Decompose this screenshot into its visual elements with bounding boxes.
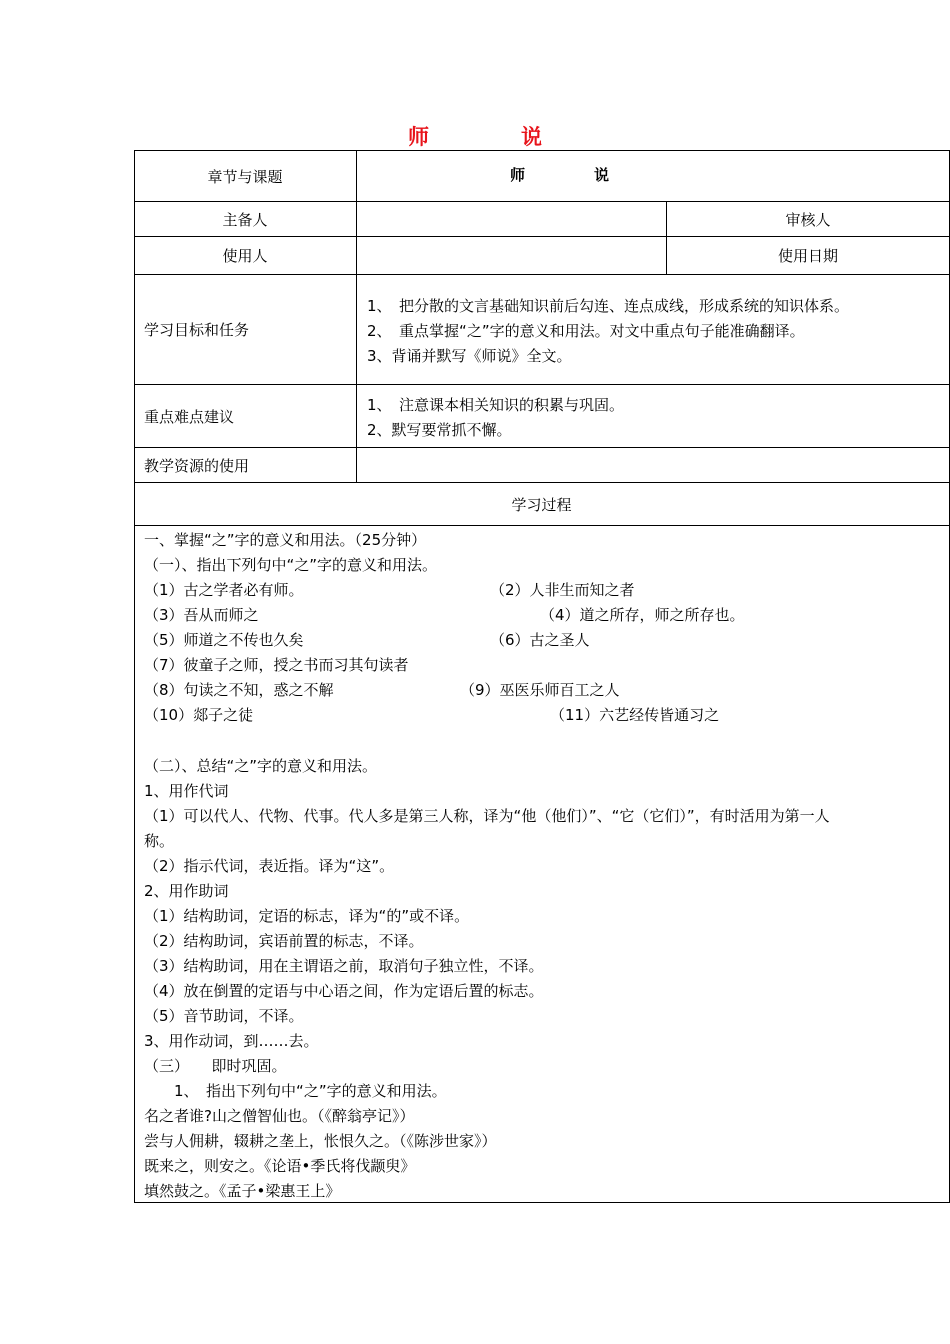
column-divider <box>356 150 357 482</box>
reviewer-label: 审核人 <box>785 210 831 229</box>
section-2-heading: （二）、总结“之”字的意义和用法。 <box>144 757 378 775</box>
section-1-subheading: （一）、指出下列句中“之”字的意义和用法。 <box>144 556 438 574</box>
auxiliary-heading: 2、用作助词 <box>144 882 229 900</box>
sentence-item: （4）道之所存，师之所存也。 <box>540 606 745 624</box>
user-label: 使用人 <box>222 247 268 265</box>
example-sentence: 填然鼓之。《孟子•梁惠王上》 <box>144 1182 341 1200</box>
auxiliary-item: （3）结构助词，用在主谓语之前，取消句子独立性，不译。 <box>144 957 544 975</box>
pronoun-item-1-continued: 称。 <box>144 832 175 850</box>
title-char-2: 说 <box>521 125 542 149</box>
goal-item: 2、 重点掌握“之”字的意义和用法。对文中重点句子能准确翻译。 <box>367 322 805 340</box>
sentence-item: （11）六艺经传皆通习之 <box>550 706 720 724</box>
row-divider <box>134 525 950 526</box>
verb-usage: 3、用作动词，到……去。 <box>144 1032 319 1050</box>
document-title <box>408 122 548 152</box>
sentence-item: （1）古之学者必有师。 <box>144 581 304 599</box>
sentence-item: （2）人非生而知之者 <box>490 581 635 599</box>
date-label: 使用日期 <box>777 247 838 265</box>
goal-item: 3、背诵并默写《师说》全文。 <box>367 347 572 365</box>
key-point-item: 1、 注意课本相关知识的积累与巩固。 <box>367 396 625 414</box>
auxiliary-item: （2）结构助词，宾语前置的标志，不译。 <box>144 932 424 950</box>
goals-label: 学习目标和任务 <box>144 321 250 339</box>
lesson-plan-table <box>134 150 950 1203</box>
example-sentence: 尝与人佣耕，辍耕之垄上，怅恨久之。（《陈涉世家》） <box>144 1132 497 1150</box>
pronoun-item-1: （1）可以代人、代物、代事。代人多是第三人称，译为“他（他们）”、“它（它们）”，有时活用为第一人 <box>144 807 830 825</box>
sentence-item: （3）吾从而师之 <box>144 606 259 624</box>
pronoun-heading: 1、用作代词 <box>144 782 229 800</box>
auxiliary-item: （1）结构助词，定语的标志，译为“的”或不译。 <box>144 907 470 925</box>
auxiliary-item: （4）放在倒置的定语与中心语之间，作为定语后置的标志。 <box>144 982 544 1000</box>
chapter-label: 章节与课题 <box>207 167 283 186</box>
pronoun-item-2: （2）指示代词，表近指。译为“这”。 <box>144 857 395 875</box>
sentence-item: （6）古之圣人 <box>490 631 590 649</box>
auxiliary-item: （5）音节助词，不译。 <box>144 1007 304 1025</box>
process-label: 学习过程 <box>511 495 572 514</box>
title-char-1: 师 <box>408 125 429 149</box>
section-3-heading: （三） 即时巩固。 <box>144 1057 287 1075</box>
preparer-label: 主备人 <box>222 210 268 229</box>
resources-label: 教学资源的使用 <box>144 456 250 475</box>
sentence-item: （5）师道之不传也久矣 <box>144 631 304 649</box>
section-3-item: 1、 指出下列句中“之”字的意义和用法。 <box>174 1082 447 1100</box>
sentence-item: （9）巫医乐师百工之人 <box>460 681 620 699</box>
sentence-item: （7）彼童子之师，授之书而习其句读者 <box>144 656 409 674</box>
sentence-item: （8）句读之不知，惑之不解 <box>144 681 334 699</box>
key-points-label: 重点难点建议 <box>144 407 235 426</box>
chapter-value-char-2: 说 <box>594 166 610 184</box>
sentence-item: （10）郯子之徒 <box>144 706 254 724</box>
example-sentence: 名之者谁?山之僧智仙也。（《醉翁亭记》） <box>144 1107 415 1125</box>
key-point-item: 2、默写要常抓不懈。 <box>367 421 512 439</box>
table-border-left <box>134 150 135 1203</box>
goal-item: 1、 把分散的文言基础知识前后勾连、连点成线，形成系统的知识体系。 <box>367 297 850 315</box>
example-sentence: 既来之，则安之。《论语•季氏将伐颛臾》 <box>144 1157 416 1175</box>
section-1-heading: 一、掌握“之”字的意义和用法。（25分钟） <box>144 531 427 549</box>
chapter-value-char-1: 师 <box>510 166 526 184</box>
